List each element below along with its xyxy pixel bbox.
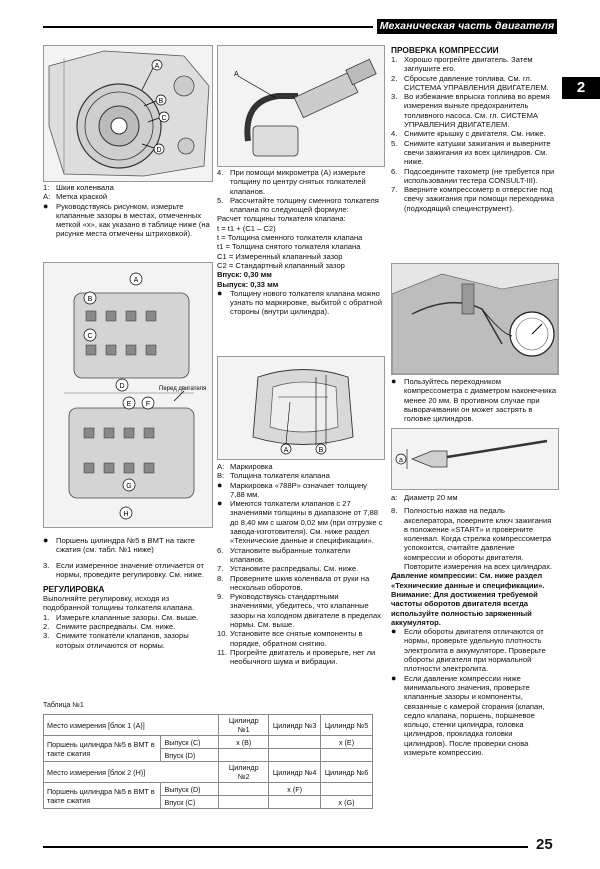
figure-valve-layout (43, 262, 213, 528)
table-intake-d: Впуск (D) (161, 749, 219, 762)
mid-item-5: 5. Рассчитайте толщину сменного толкателя клапана по следующей формуле: (217, 195, 379, 215)
table-row (44, 736, 373, 749)
clearance-table (43, 714, 373, 809)
table-cyl2: Цилиндр №2 (219, 762, 269, 783)
valve-layout-drawing (44, 263, 212, 527)
adjust-item-2: 2. Снимите распредвалы. См. ниже. (43, 622, 176, 632)
mid-bullet-thickness: ● Толщину нового толкателя клапана можно узнать по маркировке, выбитой с обратной стороны (внутри цилиндра). (217, 287, 383, 317)
micrometer-label-a: A (234, 71, 239, 78)
calc-line-2: t = Толщина сменного толкателя клапана (217, 233, 363, 243)
comp-item-2: 2. Сбросьте давление топлива. См. гл. СИСТЕМА УПРАВЛЕНИЯ ДВИГАТЕЛЕМ. (391, 73, 549, 92)
table-caption: Таблица №1 (43, 702, 84, 709)
fig2-label-a: A (133, 277, 139, 284)
lifter-legend-b: B: Толщина толкателя клапана (217, 471, 330, 481)
compression-heading: ПРОВЕРКА КОМПРЕССИИ (391, 45, 499, 55)
mid-text-top (217, 168, 383, 317)
figure-adapter-diameter (391, 428, 559, 490)
footer-rule (43, 846, 528, 848)
table-cell (219, 749, 269, 762)
figure-lifter-marking (217, 356, 385, 460)
table-cell (269, 796, 321, 809)
figure-micrometer (217, 45, 385, 167)
lifter-legend-a: A: Маркировка (217, 462, 273, 471)
fig2-label-g: G (126, 483, 132, 490)
table-cell: x (G) (321, 796, 373, 809)
fig2-arrow-label: Перед двигателя (159, 386, 207, 392)
crank-pulley-drawing (44, 46, 212, 181)
lifter-label-a: A (283, 447, 289, 454)
comp-bullet-rpm: ● Если обороты двигателя отличаются от нормы, проверьте удельную плотность электролита в аккумуляторе. Проверьте обороты двигателя при нормальной плотности электролита. (391, 626, 546, 674)
attention-note: Внимание: Для достижения требуемой частоты оборотов двигателя всегда используйте полностью заряженный аккумулятор. (391, 589, 538, 627)
fig2-label-f: F (145, 401, 151, 408)
header-rule (43, 26, 373, 28)
fig1-label-a: A (154, 63, 160, 70)
micrometer-drawing (218, 46, 384, 166)
mid-bullet-range: ● Имеются толкатели клапанов с 27 значениями толщины в диапазоне от 7,88 до 8,40 мм с шагом 0,02 мм (при отгрузке с завода-изготовителя). См. ниже раздел «Технические данные и спецификации». (217, 498, 383, 546)
mid-item-10: 10. Установите все снятые компоненты в порядке, обратном снятию. (217, 629, 363, 648)
table-row (44, 762, 373, 783)
mid-item-4: 4. При помощи микрометра (А) измерьте толщину по центру снятых толкателей клапанов. (217, 168, 366, 196)
adjust-item-1: 1. Измерьте клапанные зазоры. См. выше. (43, 612, 199, 622)
table-cyl4: Цилиндр №4 (269, 762, 321, 783)
fig2-label-h: H (123, 511, 129, 518)
calc-title: Расчет толщины толкателя клапана: (217, 214, 346, 224)
fig2-label-e: E (126, 401, 132, 408)
table-exhaust-d: Выпуск (D) (161, 783, 219, 796)
table-row (44, 783, 373, 796)
fig2-label-d: D (119, 383, 125, 390)
compression-text-bottom (391, 493, 557, 757)
lifter-label-b: B (318, 447, 324, 454)
fig1-legend-2: A: Метка краской (43, 192, 108, 202)
fig2-item-3: 3. Если измеренное значение отличается от нормы, проведите регулировку. См. ниже. (43, 560, 204, 579)
adjust-item-3: 3. Снимите толкатели клапанов, зазоры которых отличаются от нормы. (43, 631, 189, 650)
compression-gauge-drawing (392, 264, 558, 374)
comp-item-7: 7. Вверните компрессометр в отверстие под свечу зажигания при помощи переходника (подходящий специнструмент). (391, 185, 555, 213)
page-header (43, 19, 557, 33)
table-cell: x (F) (269, 783, 321, 796)
comp-item-3: 3. Во избежание впрыска топлива во время измерения выньте предохранитель топливного насоса. См. гл. СИСТЕМА УПРАВЛЕНИЯ ДВИГАТЕЛЕМ. (391, 92, 550, 130)
table-cyl5: Цилиндр №5 (321, 715, 373, 736)
adapter-label-a: a (399, 457, 403, 464)
intake-clearance: Впуск: 0,30 мм (217, 270, 272, 280)
table-block1: Место измерения [блок 1 (A)] (44, 715, 219, 736)
adjust-intro: Выполняйте регулировку, исходя из подобранной толщины толкателя клапана. (43, 594, 195, 613)
table-block2: Место измерения [блок 2 (H)] (44, 762, 219, 783)
fig1-label-b: B (158, 98, 164, 105)
exhaust-clearance: Выпуск: 0,33 мм (217, 279, 279, 289)
fig1-label-c: C (161, 115, 167, 122)
calc-line-5: C2 = Стандартный клапанный зазор (217, 260, 345, 270)
table-row (44, 715, 373, 736)
page-number: 25 (536, 836, 553, 853)
compression-adapter-text (391, 377, 557, 423)
comp-item-6: 6. Подсоедините тахометр (не требуется при использовании тестера CONSULT-III). (391, 166, 555, 185)
header-title: Механическая часть двигателя (377, 19, 557, 34)
figure-crank-pulley (43, 45, 213, 182)
table-cell (269, 736, 321, 749)
comp-bullet-adapter: ● Пользуйтесь переходником компрессометра с диаметром наконечника менее 20 мм. В противном случае при выворачивании он может застрять в головке цилиндров. (391, 376, 557, 424)
table-cell (321, 749, 373, 762)
fig1-text (43, 183, 211, 239)
comp-item-5: 5. Снимите катушки зажигания и выверните свечи зажигания из всех цилиндров. См. ниже. (391, 138, 551, 167)
table-cyl3: Цилиндр №3 (269, 715, 321, 736)
table-cell (219, 783, 269, 796)
lifter-drawing (218, 357, 384, 459)
fig1-label-d: D (156, 147, 162, 154)
fig2-label-c: C (87, 333, 93, 340)
calc-line-4: C1 = Измеренный клапанный зазор (217, 251, 343, 261)
table-cyl6: Цилиндр №6 (321, 762, 373, 783)
mid-item-11: 11. Прогрейте двигатель и проверьте, нет ли необычного шума и вибрации. (217, 647, 376, 667)
chapter-tab: 2 (562, 77, 600, 99)
fig2-text (43, 536, 211, 650)
fig2-bullet: ● Поршень цилиндра №5 в ВМТ на такте сжатия (см. табл. №1 ниже) (43, 535, 195, 555)
table-cyl1: Цилиндр №1 (219, 715, 269, 736)
fig1-bullet: ● Руководствуясь рисунком, измерьте клапанные зазоры в местах, отмеченных меткой «x», как указано в таблице ниже (на рисунке места отмечены штриховкой). (43, 200, 210, 239)
mid-item-6: 6. Установите выбранные толкатели клапанов. (217, 545, 351, 564)
compression-text-top (391, 45, 557, 213)
fig2-label-b: B (87, 296, 93, 303)
figure-compression-gauge (391, 263, 559, 375)
table-piston-2: Поршень цилиндра №5 в ВМТ в такте сжатия (44, 783, 161, 809)
table-cell: x (B) (219, 736, 269, 749)
calc-line-1: t = t1 + (C1 – C2) (217, 223, 276, 233)
pressure-note: Давление компрессии: См. ниже раздел «Технические данные и спецификации». (391, 571, 545, 590)
table-intake-c: Впуск (C) (161, 796, 219, 809)
table-cell (219, 796, 269, 809)
mid-bullet-marking: ● Маркировка «788P» означает толщину 7,88 мм. (217, 479, 367, 499)
calc-line-3: t1 = Толщина снятого толкателя клапана (217, 242, 361, 252)
table-cell (321, 783, 373, 796)
fig1-legend-1: 1: Шкив коленвала (43, 183, 114, 192)
mid-item-8: 8. Проверните шкив коленвала от руки на несколько оборотов. (217, 573, 370, 592)
adapter-legend: a: Диаметр 20 мм (391, 493, 458, 502)
table-cell (269, 749, 321, 762)
mid-item-7: 7. Установите распредвалы. См. ниже. (217, 564, 359, 574)
adapter-drawing (392, 429, 558, 489)
comp-item-8: 8. Полностью нажав на педаль акселератора, поверните ключ зажигания в положение «START» и проверните коленвал. Когда стрелка компрессометра успокоится, считайте давление компрессии и обороты двигателя. Повторите измерения на всех цилиндрах. (391, 506, 553, 572)
mid-text-bottom (217, 462, 383, 667)
comp-bullet-low-pressure: ● Если давление компрессии ниже минимального значения, проверьте клапанные зазоры и компоненты, связанные с камерой сгорания (клапан, седло клапана, поршень, поршневое кольцо, стенки цилиндра, головка цилиндров, прокладка головки цилиндров). После проверки снова измерьте компрессию. (391, 672, 545, 758)
mid-item-9: 9. Руководствуясь стандартными значениями, убедитесь, что клапанные зазоры на холодном двигателе в пределах нормы. См. выше. (217, 592, 381, 630)
table-cell: x (E) (321, 736, 373, 749)
adjust-heading: РЕГУЛИРОВКА (43, 584, 105, 595)
table-exhaust-c: Выпуск (C) (161, 736, 219, 749)
comp-item-4: 4. Снимите крышку с двигателя. См. ниже. (391, 129, 546, 139)
table-piston-1: Поршень цилиндра №5 в ВМТ в такте сжатия (44, 736, 161, 762)
comp-item-1: 1. Хорошо прогрейте двигатель. Затем заглушите его. (391, 55, 533, 74)
